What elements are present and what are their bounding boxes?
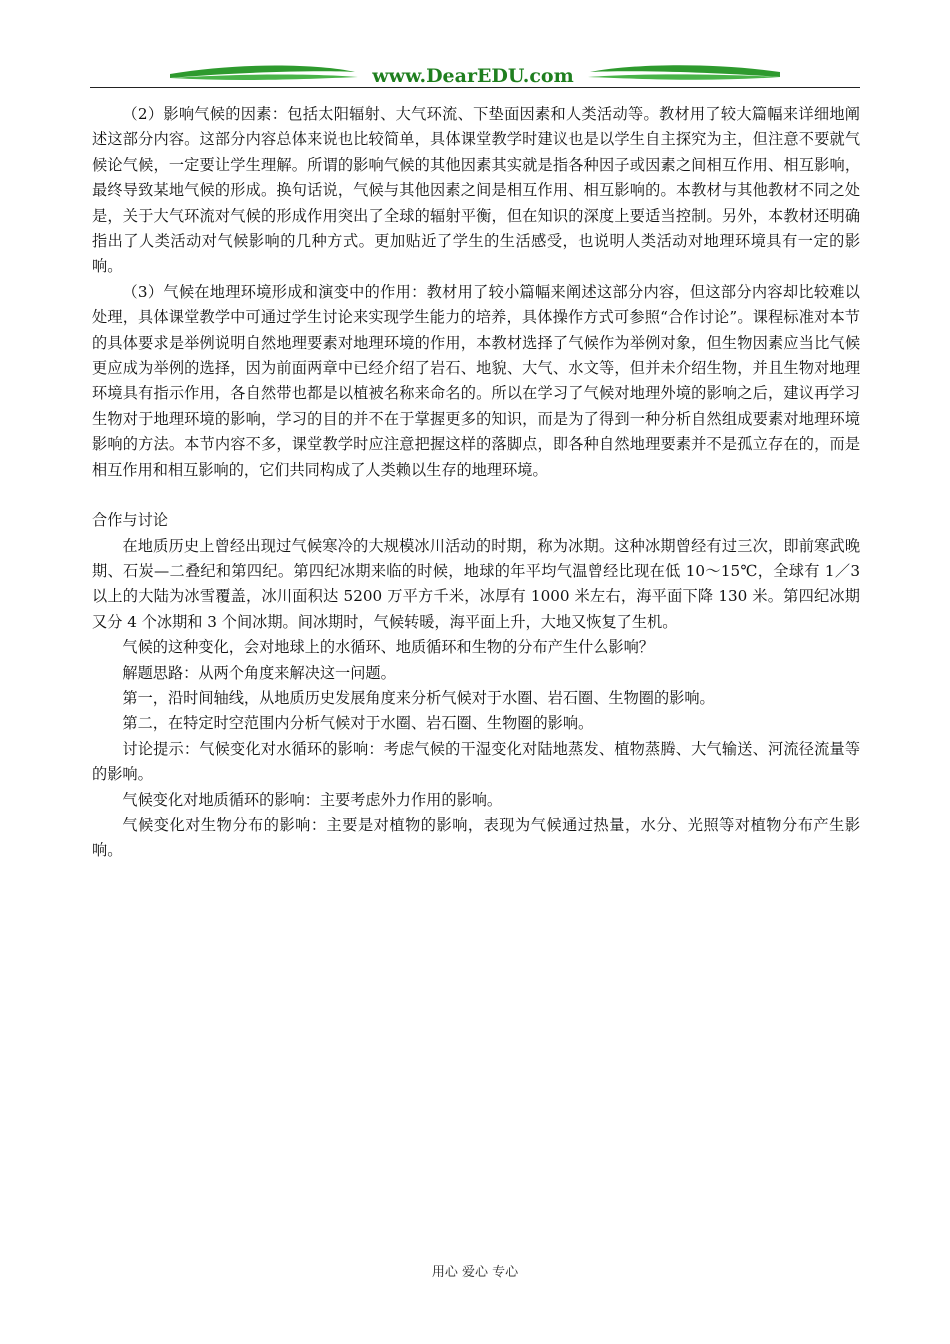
header-swoosh-logo: [90, 60, 860, 90]
section-title: 合作与讨论: [92, 511, 168, 530]
document-body: [92, 102, 860, 864]
paragraph-climate-factors: （2）影响气候的因素：包括太阳辐射、大气环流、下垫面因素和人类活动等。教材用了较大篇幅来详细地阐述这部分内容。这部分内容总体来说也比较简单，具体课堂教学时建议也是以学生自主探究为主，但注意不要就气候论气候，一定要让学生理解。所谓的影响气候的其他因素其实就是指各种因子或因素之间相互作用、相互影响，最终导致某地气候的形成。换句话说，气候与其他因素之间是相互作用、相互影响的。本教材与其他教材不同之处是，关于大气环流对气候的形成作用突出了全球的辐射平衡，但在知识的深度上要适当控制。另外，本教材还明确指出了人类活动对气候影响的几种方式。更加贴近了学生的生活感受，也说明人类活动对地理环境具有一定的影响。: [92, 105, 860, 276]
page-footer: 用心 爱心 专心: [431, 1265, 519, 1280]
header-divider: [90, 87, 860, 88]
paragraph-hint-geologic-cycle: 气候变化对地质循环的影响：主要考虑外力作用的影响。: [122, 790, 503, 809]
paragraph-question: 气候的这种变化，会对地球上的水循环、地质循环和生物的分布产生什么影响？: [122, 638, 654, 657]
paragraph-hint-biology: 气候变化对生物分布的影响：主要是对植物的影响，表现为气候通过热量，水分、光照等对植物分布产生影响。: [92, 815, 860, 860]
paragraph-ice-age-intro: 在地质历史上曾经出现过气候寒冷的大规模冰川活动的时期，称为冰期。这种冰期曾经有过三次，即前寒武晚期、石炭—二叠纪和第四纪。第四纪冰期来临的时候，地球的年平均气温曾经比现在低 10～15℃，全球有 1／3 以上的大陆为冰雪覆盖，冰川面积达 5200 万平方千米，冰厚有 1000 米左右，海平面下降 130 米。第四纪冰期又分 4 个冰期和 3 个间冰期。间冰期时，气候转暖，海平面上升，大地又恢复了生机。: [92, 536, 860, 631]
site-header-banner: [90, 60, 860, 90]
paragraph-approach: 解题思路：从两个角度来解决这一问题。: [122, 663, 396, 682]
paragraph-first-angle: 第一，沿时间轴线，从地质历史发展角度来分析气候对于水圈、岩石圈、生物圈的影响。: [122, 688, 715, 707]
paragraph-hint-water-cycle: 讨论提示：气候变化对水循环的影响：考虑气候的干湿变化对陆地蒸发、植物蒸腾、大气输送、河流径流量等的影响。: [92, 739, 860, 784]
paragraph-climate-role: （3）气候在地理环境形成和演变中的作用：教材用了较小篇幅来阐述这部分内容，但这部分内容却比较难以处理，具体课堂教学中可通过学生讨论来实现学生能力的培养，具体操作方式可参照“合作讨论”。课程标准对本节的具体要求是举例说明自然地理要素对地理环境的作用，本教材选择了气候作为举例对象，但生物因素应当比气候更应成为举例的选择，因为前面两章中已经介绍了岩石、地貌、大气、水文等，但并未介绍生物，并且生物对地理环境具有指示作用，各自然带也都是以植被名称来命名的。所以在学习了气候对地理外境的影响之后，建议再学习生物对于地理环境的影响，学习的目的并不在于掌握更多的知识，而是为了得到一种分析自然组成要素对地理环境影响的方法。本节内容不多，课堂教学时应注意把握这样的落脚点，即各种自然地理要素并不是孤立存在的，而是相互作用和相互影响的，它们共同构成了人类赖以生存的地理环境。: [92, 282, 860, 479]
paragraph-second-angle: 第二，在特定时空范围内分析气候对于水圈、岩石圈、生物圈的影响。: [122, 714, 594, 733]
site-logo-text: www.DearEDU.com: [372, 65, 574, 87]
